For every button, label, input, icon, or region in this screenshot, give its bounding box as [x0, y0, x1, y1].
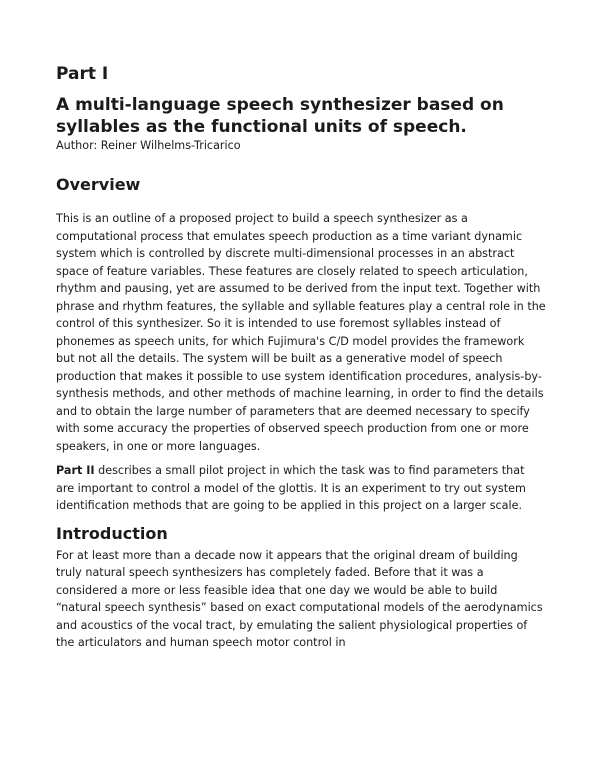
introduction-heading: Introduction	[56, 523, 168, 543]
overview-paragraph: This is an outline of a proposed project to build a speech synthesizer as a computational process that emulates speech production as a time variant dynamic system which is controlled by discrete multi-dimensional processes in an abstract space of feature variables. These features are closely related to speech articulation, rhythm and pausing, yet are assumed to be derived from the input text. Together with phrase and rhythm features, the syllable and syllable features play a central role in the control of this synthesizer. So it is intended to use foremost syllables instead of phonemes as speech units, for which Fujimura's C/D model provides the framework but not all the details. The system will be built as a generative model of speech production that makes it possible to use system identification procedures, analysis-by-synthesis methods, and other methods of machine learning, in order to find the details and to obtain the large number of parameters that are deemed necessary to specify with some accuracy the properties of observed speech production from one or more speakers, in one or more languages.	[56, 212, 546, 453]
introduction-paragraph: For at least more than a decade now it appears that the original dream of building truly natural speech synthesizers has completely faded. Before that it was a considered a more or less feasible idea that one day we would be able to build “natural speech synthesis” based on exact computational models of the aerodynamics and acoustics of the vocal tract, by emulating the salient physiological properties of the articulators and human speech motor control in	[56, 548, 543, 649]
document-page	[56, 62, 546, 659]
part2-paragraph	[56, 462, 546, 515]
part2-label: Part II	[56, 464, 95, 477]
part-label: Part I	[56, 64, 109, 84]
author-line: Author: Reiner Wilhelms-Tricarico	[56, 139, 241, 152]
part2-text: describes a small pilot project in which the task was to find parameters that are important to control a model of the glottis. It is an experiment to try out system identification methods that are going to be applied in this project on a larger scale.	[56, 464, 526, 512]
document-title: A multi-language speech synthesizer based on syllables as the functional units of speech.	[56, 95, 504, 137]
overview-heading: Overview	[56, 175, 141, 194]
